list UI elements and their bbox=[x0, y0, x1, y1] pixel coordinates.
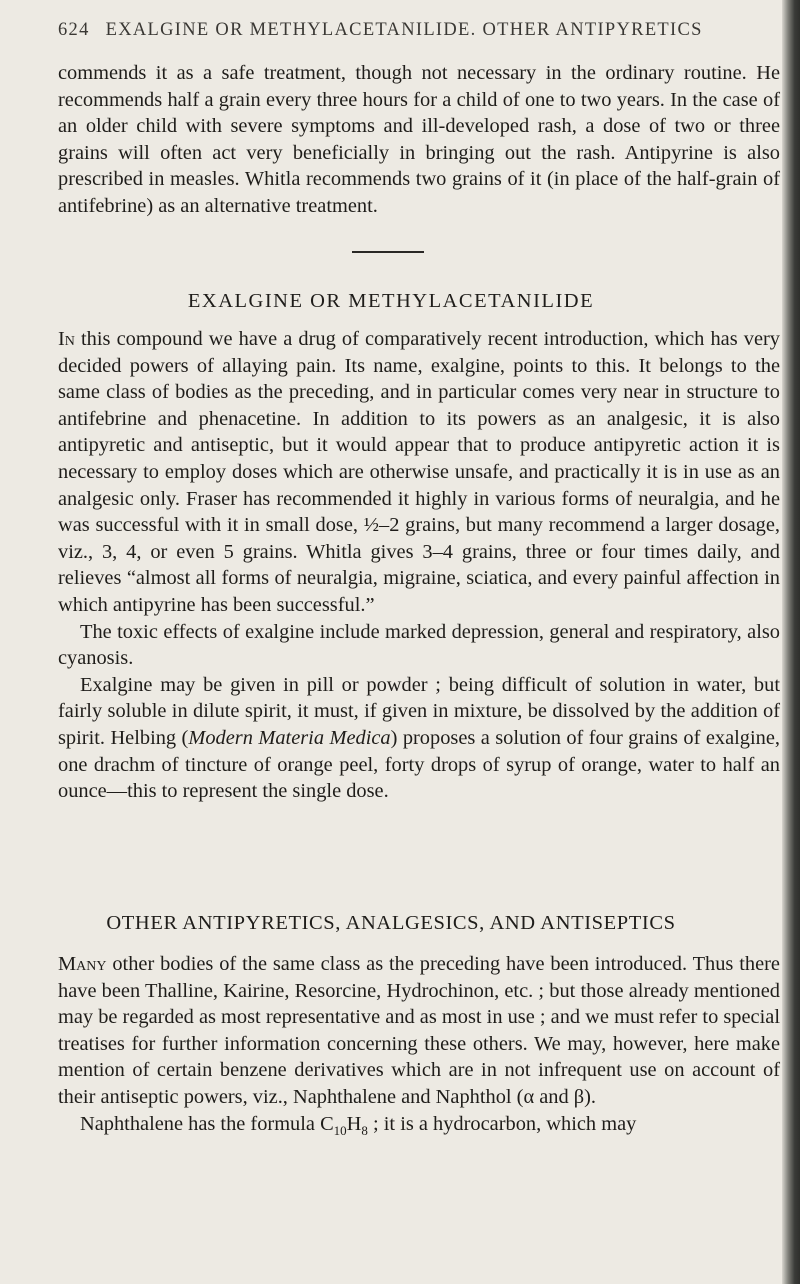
section-exalgine-body bbox=[58, 326, 780, 805]
section-heading-other-antipyretics: OTHER ANTIPYRETICS, ANALGESICS, AND ANTISEPTICS bbox=[106, 912, 676, 934]
drop-lead-word: In bbox=[58, 328, 75, 350]
intro-paragraph-text: commends it as a safe treatment, though not necessary in the ordinary routine. He recommends half a grain every three hours for a child of one to two years. In the case of an older child with severe symptoms and ill-developed rash, a dose of two or three grains will often act very beneficially in bringing out the rash. Antipyrine is also prescribed in measles. Whitla recommends two grains of it (in place of the half-grain of antifebrine) as an alternative treatment. bbox=[58, 62, 780, 217]
section-divider bbox=[352, 251, 424, 253]
other-paragraph-1: Many other bodies of the same class as the preceding have been introduced. Thus there have been Thalline, Kairine, Resorcine, Hydrochinon, etc. ; but those already mentioned may be regarded as most representative and as most in use ; and we must refer to special treatises for further information concerning these others. We may, however, here make mention of certain benzene derivatives which are in not infrequent use on account of their antiseptic powers, viz., Naphthalene and Naphthol (α and β). bbox=[58, 953, 780, 1108]
book-title-italic: Modern Materia Medica bbox=[188, 726, 391, 749]
running-title: EXALGINE OR METHYLACETANILIDE. OTHER ANTIPYRETICS bbox=[105, 20, 703, 40]
intro-paragraph bbox=[58, 60, 780, 220]
drop-lead-word: Many bbox=[58, 953, 107, 975]
other-paragraph-2: Naphthalene has the formula $C_{10}H_8$ ; it is a hydrocarbon, which may bbox=[80, 1112, 637, 1138]
page-edge-shadow bbox=[782, 0, 800, 1284]
exalgine-paragraph-3: Exalgine may be given in pill or powder ; being difficult of solution in water, but fairly soluble in dilute spirit, it must, if given in mixture, be dissolved by the addition of spirit. Helbing (Modern Materia Medica) proposes a solution of four grains of exalgine, one drachm of tincture of orange peel, forty drops of syrup of orange, water to half an ounce—this to represent the single dose. bbox=[58, 673, 780, 803]
running-header bbox=[58, 20, 778, 41]
exalgine-paragraph-2: The toxic effects of exalgine include marked depression, general and respiratory, also cyanosis. bbox=[58, 620, 780, 670]
page-number: 624 bbox=[58, 20, 90, 40]
section-heading-exalgine: EXALGINE OR METHYLACETANILIDE bbox=[187, 290, 595, 312]
section-other-body bbox=[58, 951, 780, 1137]
exalgine-paragraph-1: In this compound we have a drug of comparatively recent introduction, which has very decided powers of allaying pain. Its name, exalgine, points to this. It belongs to the same class of bodies as the preceding, and in particular comes very near in structure to antifebrine and phenacetine. In addition to its powers as an analgesic, it is also antipyretic and antiseptic, but it would appear that to produce antipyretic action it is necessary to employ doses which are otherwise unsafe, and practically it is in use as an analgesic only. Fraser has recommended it highly in various forms of neuralgia, and he was successful with it in small dose, ½–2 grains, but many recommend a larger dosage, viz., 3, 4, or even 5 grains. Whitla gives 3–4 grains, three or four times daily, and relieves “almost all forms of neuralgia, migraine, sciatica, and every painful affection in which antipyrine has been successful.” bbox=[58, 328, 780, 616]
